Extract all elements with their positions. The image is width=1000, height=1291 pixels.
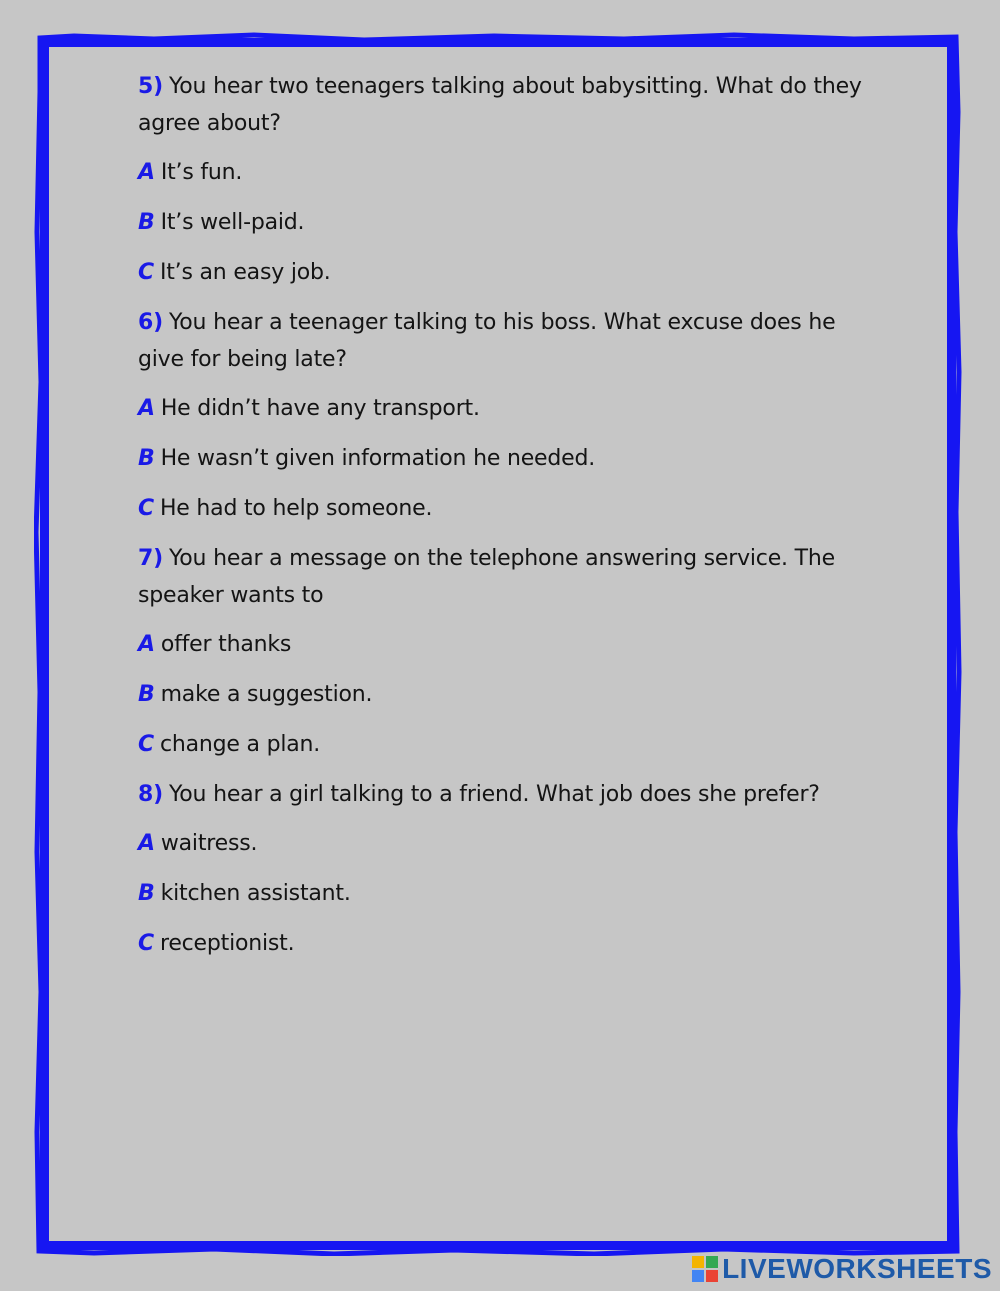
option-text: make a suggestion. [160,682,373,707]
option-text: kitchen assistant. [160,881,351,906]
question-number: 8) [138,782,163,807]
question-number: 7) [138,546,163,571]
answer-option-b[interactable] [138,676,883,713]
answer-option-c[interactable] [138,925,883,962]
option-text: It’s an easy job. [159,260,331,285]
option-letter: A [138,632,155,657]
question-text: You hear a girl talking to a friend. What job does she prefer? [168,782,820,807]
option-letter: A [138,160,155,185]
option-letter: B [138,446,155,471]
option-text: It’s well-paid. [160,210,305,235]
option-letter: A [138,396,155,421]
option-letter: A [138,831,155,856]
answer-option-a[interactable] [138,825,883,862]
answer-option-a[interactable] [138,626,883,663]
option-text: receptionist. [159,931,295,956]
answer-option-b[interactable] [138,440,883,477]
option-letter: B [138,881,155,906]
option-letter: C [138,931,154,956]
option-text: offer thanks [160,632,292,657]
option-text: It’s fun. [160,160,243,185]
question-text: You hear a message on the telephone answering service. The speaker wants to [138,546,835,608]
option-text: He had to help someone. [159,496,433,521]
question-list [138,68,883,975]
question-prompt [138,304,883,378]
question-block-5 [138,68,883,291]
option-letter: B [138,682,155,707]
question-block-6 [138,304,883,527]
question-text: You hear two teenagers talking about babysitting. What do they agree about? [138,74,862,136]
option-letter: C [138,260,154,285]
option-letter: C [138,496,154,521]
liveworksheets-footer[interactable] [692,1253,992,1285]
question-number: 6) [138,310,163,335]
question-prompt [138,776,883,813]
question-text: You hear a teenager talking to his boss. What excuse does he give for being late? [138,310,836,372]
option-text: change a plan. [159,732,321,757]
option-text: He didn’t have any transport. [160,396,480,421]
liveworksheets-logo-icon [692,1256,718,1282]
question-block-7 [138,540,883,763]
answer-option-c[interactable] [138,490,883,527]
answer-option-b[interactable] [138,204,883,241]
option-text: He wasn’t given information he needed. [160,446,596,471]
option-letter: C [138,732,154,757]
answer-option-a[interactable] [138,390,883,427]
answer-option-a[interactable] [138,154,883,191]
question-block-8 [138,776,883,962]
question-prompt [138,68,883,142]
answer-option-c[interactable] [138,726,883,763]
question-prompt [138,540,883,614]
option-letter: B [138,210,155,235]
brand-name: LIVEWORKSHEETS [722,1253,992,1284]
option-text: waitress. [160,831,258,856]
answer-option-b[interactable] [138,875,883,912]
answer-option-c[interactable] [138,254,883,291]
question-number: 5) [138,74,163,99]
